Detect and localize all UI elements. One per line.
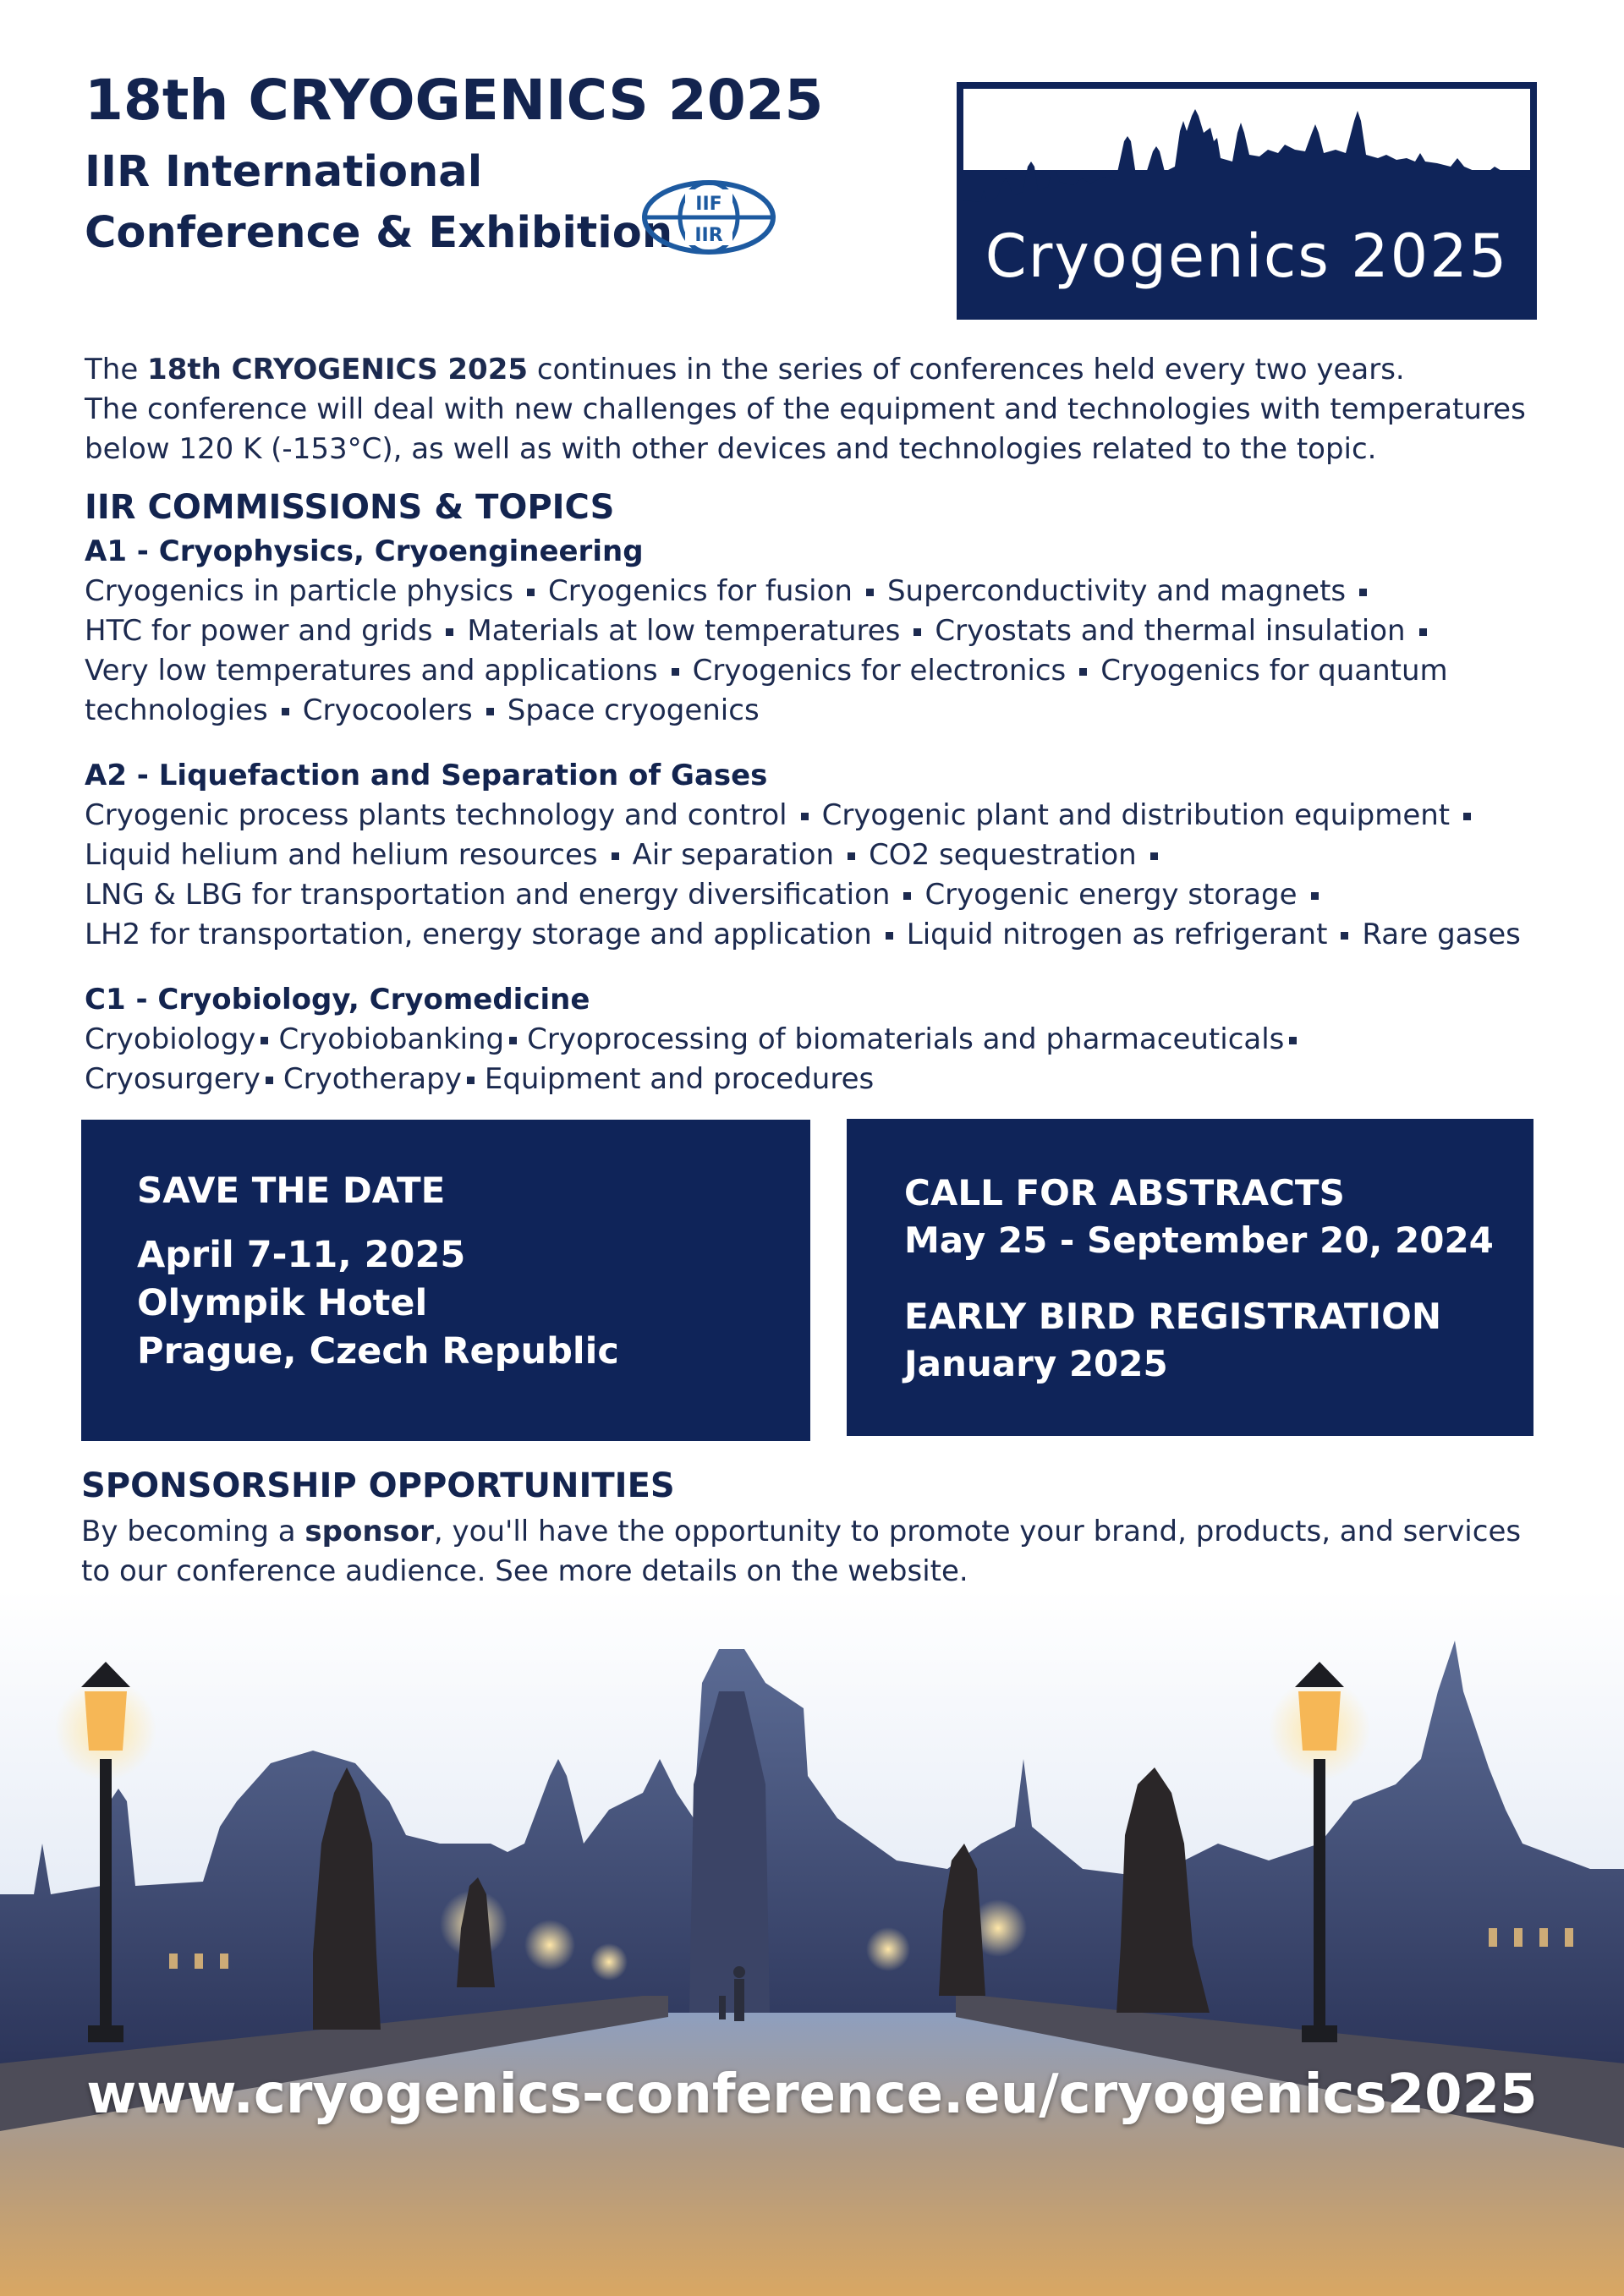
sponsorship-text xyxy=(81,1512,1570,1592)
intro-paragraph xyxy=(85,350,1556,469)
prague-bridge-photo xyxy=(0,1590,1624,2296)
globe-icon xyxy=(641,179,776,255)
intro-line-1: The 18th CRYOGENICS 2025 continues in the series of conferences held every two years. xyxy=(85,353,1405,386)
prague-skyline-icon xyxy=(963,90,1537,234)
event-city: Prague, Czech Republic xyxy=(137,1330,619,1373)
iir-logo xyxy=(641,179,776,255)
c1-topics: Cryobiology Cryobiobanking Cryoprocessing of biomaterials and pharmaceuticals Cryosurgery Cryotherapy Equipment and procedures xyxy=(85,1020,1599,1099)
website-url[interactable]: www.cryogenics-conference.eu/cryogenics2025 xyxy=(86,2063,1538,2126)
intro-line-3: below 120 K (-153°C), as well as with other devices and technologies related to the topic. xyxy=(85,432,1377,466)
sponsorship-line-1: By becoming a sponsor, you'll have the opportunity to promote your brand, products, and services xyxy=(81,1515,1522,1548)
save-the-date-heading: SAVE THE DATE xyxy=(137,1170,446,1211)
early-bird-heading: EARLY BIRD REGISTRATION xyxy=(904,1296,1442,1337)
call-for-abstracts-panel xyxy=(847,1119,1533,1436)
conference-title: 18th CRYOGENICS 2025 xyxy=(85,68,824,133)
sponsor-bold: sponsor xyxy=(304,1515,434,1548)
intro-line-2: The conference will deal with new challenges of the equipment and technologies with temperatures xyxy=(85,392,1526,426)
subtitle-line-1: IIR International xyxy=(85,147,483,197)
sponsorship-line-2: to our conference audience. See more details on the website. xyxy=(81,1554,968,1588)
event-date: April 7-11, 2025 xyxy=(137,1234,466,1276)
subtitle-line-2: Conference & Exhibition xyxy=(85,208,673,258)
commissions-heading: IIR COMMISSIONS & TOPICS xyxy=(85,488,615,527)
a1-topics: Cryogenics in particle physics Cryogenics for fusion Superconductivity and magnets HTC for power and grids Materials at low temperatures Cryostats and thermal insulation Very low temperatures and applications Cryogenics for electronics Cryogenics for quantum technologies Cryocoolers Space cryogenics xyxy=(85,574,1448,727)
charles-bridge-image xyxy=(0,1590,1624,2296)
c1-heading: C1 - Cryobiology, Cryomedicine xyxy=(85,983,590,1016)
a2-heading: A2 - Liquefaction and Separation of Gases xyxy=(85,759,768,792)
event-venue: Olympik Hotel xyxy=(137,1282,428,1324)
a1-heading: A1 - Cryophysics, Cryoengineering xyxy=(85,534,644,568)
intro-bold: 18th CRYOGENICS 2025 xyxy=(147,353,529,386)
a2-topics: Cryogenic process plants technology and control Cryogenic plant and distribution equipment Liquid helium and helium resources Air separation CO2 sequestration LNG & LBG for transportation and energy diversification Cryogenic energy storage LH2 for transportation, energy storage and application Liquid nitrogen as refrigerant Rare gases xyxy=(85,798,1521,951)
sponsorship-heading: SPONSORSHIP OPPORTUNITIES xyxy=(81,1466,675,1505)
save-the-date-panel xyxy=(81,1120,810,1441)
abstracts-dates: May 25 - September 20, 2024 xyxy=(904,1219,1494,1261)
cryogenics-banner xyxy=(957,82,1537,320)
logo-text-top: IIF xyxy=(695,194,722,215)
abstracts-heading: CALL FOR ABSTRACTS xyxy=(904,1172,1345,1214)
logo-text-bottom: IIR xyxy=(694,225,723,246)
banner-text: Cryogenics 2025 xyxy=(985,222,1509,291)
early-bird-date: January 2025 xyxy=(904,1343,1168,1384)
conference-subtitle xyxy=(85,142,672,264)
